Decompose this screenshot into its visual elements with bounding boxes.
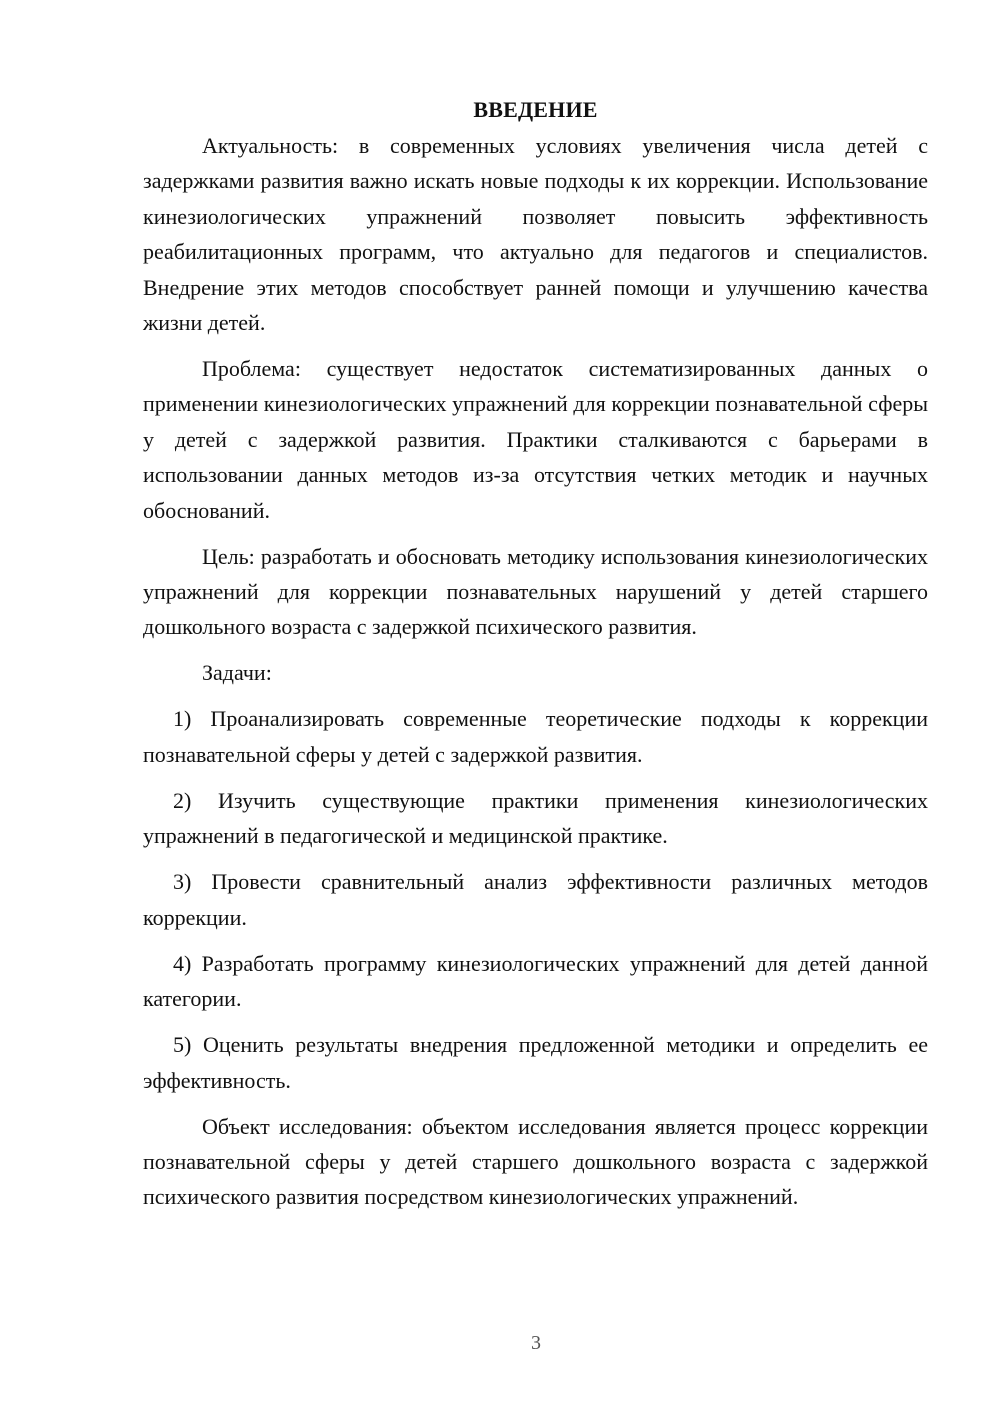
tasks-heading: Задачи:	[202, 660, 272, 686]
paragraph-relevance: Актуальность: в современных условиях увеличения числа детей с задержками развития важно искать новые подходы к их коррекции. Использование кинезиологических упражнений позволяет повысить эффективность реабилитационных программ, что актуально для педагогов и специалистов. Внедрение этих методов способствует ранней помощи и улучшению качества жизни детей.	[143, 133, 928, 336]
paragraph-problem: Проблема: существует недостаток систематизированных данных о применении кинезиологических упражнений для коррекции познавательной сферы у детей с задержкой развития. Практики сталкиваются с барьерами в использовании данных методов из-за отсутствия четких методик и научных обоснований.	[143, 356, 928, 523]
page-number: 3	[531, 1332, 541, 1354]
task-item-3: 3) Провести сравнительный анализ эффективности различных методов коррекции.	[143, 869, 928, 930]
task-item-1: 1) Проанализировать современные теоретические подходы к коррекции познавательной сферы у детей с задержкой развития.	[143, 706, 928, 767]
document-page	[143, 92, 928, 1215]
task-item-5: 5) Оценить результаты внедрения предложенной методики и определить ее эффективность.	[143, 1032, 928, 1093]
paragraph-object: Объект исследования: объектом исследования является процесс коррекции познавательной сферы у детей старшего дошкольного возраста с задержкой психического развития посредством кинезиологических упражнений.	[143, 1113, 928, 1210]
paragraph-goal: Цель: разработать и обосновать методику использования кинезиологических упражнений для коррекции познавательных нарушений у детей старшего дошкольного возраста с задержкой психического развития.	[143, 543, 928, 640]
task-item-2: 2) Изучить существующие практики применения кинезиологических упражнений в педагогической и медицинской практике.	[143, 787, 928, 849]
task-item-4: 4) Разработать программу кинезиологических упражнений для детей данной категории.	[143, 950, 928, 1012]
page-title: ВВЕДЕНИЕ	[473, 97, 598, 122]
